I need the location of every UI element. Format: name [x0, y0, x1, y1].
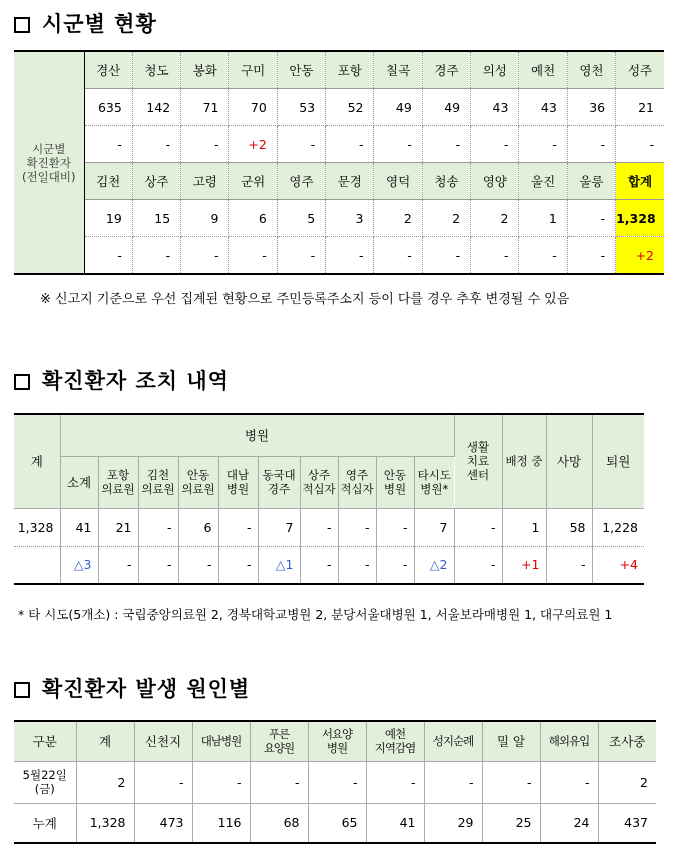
- cause-cell: 65: [308, 803, 366, 843]
- region-header: 경산: [84, 51, 132, 89]
- region-header: 영주: [277, 163, 325, 200]
- header-cause: 성지순례: [424, 721, 482, 761]
- header-cause: 해외유입: [540, 721, 598, 761]
- count-cell: 7: [414, 508, 454, 546]
- region-change: -: [471, 126, 519, 163]
- region-change: -: [132, 126, 180, 163]
- cause-cell: -: [424, 761, 482, 803]
- header-total: 계: [76, 721, 134, 761]
- header-category: 구분: [14, 721, 76, 761]
- region-count: 49: [422, 89, 470, 126]
- header-hospital: 포항 의료원: [98, 456, 138, 508]
- region-count: 36: [567, 89, 615, 126]
- header-cause: 예천 지역감염: [366, 721, 424, 761]
- region-count: -: [567, 200, 615, 237]
- count-cell: -: [454, 508, 502, 546]
- cause-cell: -: [308, 761, 366, 803]
- count-cell: 21: [98, 508, 138, 546]
- row-label-cumulative: 누계: [14, 803, 76, 843]
- region-header: 구미: [229, 51, 277, 89]
- header-cause: 밀 알: [482, 721, 540, 761]
- header-cause: 대남병원: [192, 721, 250, 761]
- region-header: 청도: [132, 51, 180, 89]
- region-change: -: [519, 126, 567, 163]
- section2-note: * 타 시도(5개소) : 국립중앙의료원 2, 경북대학교병원 2, 분당서울대병원 1, 서울보라매병원 1, 대구의료원 1: [18, 607, 613, 622]
- region-change: -: [181, 126, 229, 163]
- count-cell: -: [300, 508, 338, 546]
- region-change: -: [181, 237, 229, 275]
- header-assigning: 배정 중: [502, 414, 546, 508]
- count-cell: 6: [178, 508, 218, 546]
- change-cell: -: [376, 546, 414, 584]
- region-count: 43: [471, 89, 519, 126]
- region-change: -: [84, 237, 132, 275]
- region-header: 김천: [84, 163, 132, 200]
- change-cell: -: [546, 546, 592, 584]
- region-change: -: [374, 237, 422, 275]
- section2-title: 확진환자 조치 내역: [14, 365, 229, 395]
- region-header: 성주: [616, 51, 664, 89]
- cause-cell: -: [250, 761, 308, 803]
- region-change: -: [519, 237, 567, 275]
- region-count: 635: [84, 89, 132, 126]
- region-header: 안동: [277, 51, 325, 89]
- region-count: 70: [229, 89, 277, 126]
- change-cell: -: [98, 546, 138, 584]
- change-cell: -: [454, 546, 502, 584]
- region-change: -: [422, 126, 470, 163]
- cause-cell: 41: [366, 803, 424, 843]
- region-header: 문경: [326, 163, 374, 200]
- region-count: 9: [181, 200, 229, 237]
- cause-cell: 116: [192, 803, 250, 843]
- header-subtotal: 소계: [60, 456, 98, 508]
- change-cell: +1: [502, 546, 546, 584]
- change-cell: -: [300, 546, 338, 584]
- region-change: -: [471, 237, 519, 275]
- section3-title: 확진환자 발생 원인별: [14, 673, 250, 703]
- header-hospital-group: 병원: [60, 414, 454, 456]
- change-cell: [14, 546, 60, 584]
- total-change: +2: [616, 237, 664, 275]
- region-change: -: [567, 126, 615, 163]
- region-count: 1: [519, 200, 567, 237]
- checkbox-square-icon: [14, 17, 30, 33]
- region-header: 의성: [471, 51, 519, 89]
- region-header: 영덕: [374, 163, 422, 200]
- header-death: 사망: [546, 414, 592, 508]
- cause-cell: -: [482, 761, 540, 803]
- count-cell: -: [338, 508, 376, 546]
- change-cell: △2: [414, 546, 454, 584]
- change-cell: -: [338, 546, 376, 584]
- cause-cell: -: [540, 761, 598, 803]
- region-count: 15: [132, 200, 180, 237]
- region-count: 2: [422, 200, 470, 237]
- region-count: 6: [229, 200, 277, 237]
- region-header: 상주: [132, 163, 180, 200]
- region-count: 21: [616, 89, 664, 126]
- region-header: 영양: [471, 163, 519, 200]
- region-header: 칠곡: [374, 51, 422, 89]
- change-cell: △3: [60, 546, 98, 584]
- header-cause: 푸른 요양원: [250, 721, 308, 761]
- total-header: 합계: [616, 163, 664, 200]
- section1-note: ※ 신고지 기준으로 우선 집계된 현황으로 주민등록주소지 등이 다를 경우 추후 변경될 수 있음: [40, 292, 570, 307]
- region-count: 49: [374, 89, 422, 126]
- checkbox-square-icon: [14, 374, 30, 390]
- cause-table: [14, 720, 656, 844]
- header-hospital: 영주 적십자: [338, 456, 376, 508]
- total-count: 1,328: [616, 200, 664, 237]
- region-status-table: [14, 50, 664, 275]
- header-total: 계: [14, 414, 60, 508]
- cause-cell: 2: [76, 761, 134, 803]
- header-cause: 조사중: [598, 721, 656, 761]
- count-cell: 1,328: [14, 508, 60, 546]
- region-count: 2: [374, 200, 422, 237]
- header-hospital: 상주 적십자: [300, 456, 338, 508]
- region-change: -: [326, 237, 374, 275]
- count-cell: 1: [502, 508, 546, 546]
- region-change: -: [229, 237, 277, 275]
- region-count: 2: [471, 200, 519, 237]
- change-cell: △1: [258, 546, 300, 584]
- change-cell: +4: [592, 546, 644, 584]
- header-hospital: 타시도 병원*: [414, 456, 454, 508]
- count-cell: 58: [546, 508, 592, 546]
- change-cell: -: [218, 546, 258, 584]
- region-change: -: [84, 126, 132, 163]
- region-count: 52: [326, 89, 374, 126]
- region-change: -: [277, 237, 325, 275]
- region-header: 고령: [181, 163, 229, 200]
- header-hospital: 대남 병원: [218, 456, 258, 508]
- cause-cell: 24: [540, 803, 598, 843]
- header-cause: 서요양 병원: [308, 721, 366, 761]
- header-hospital: 안동 의료원: [178, 456, 218, 508]
- cause-cell: -: [192, 761, 250, 803]
- region-count: 3: [326, 200, 374, 237]
- count-cell: -: [376, 508, 414, 546]
- cause-cell: -: [134, 761, 192, 803]
- cause-cell: 473: [134, 803, 192, 843]
- header-hospital: 동국대 경주: [258, 456, 300, 508]
- section1-title: 시군별 현황: [14, 8, 157, 38]
- cause-cell: 437: [598, 803, 656, 843]
- region-header: 예천: [519, 51, 567, 89]
- region-header: 군위: [229, 163, 277, 200]
- region-change: -: [132, 237, 180, 275]
- count-cell: -: [138, 508, 178, 546]
- cause-cell: 2: [598, 761, 656, 803]
- region-header: 영천: [567, 51, 615, 89]
- cause-cell: 1,328: [76, 803, 134, 843]
- region-change: -: [616, 126, 664, 163]
- row-label-date: 5월22일 (금): [14, 761, 76, 803]
- region-count: 43: [519, 89, 567, 126]
- header-hospital: 김천 의료원: [138, 456, 178, 508]
- row-label: 시군별 확진환자 (전일대비): [14, 51, 84, 274]
- region-header: 청송: [422, 163, 470, 200]
- region-header: 포항: [326, 51, 374, 89]
- region-count: 19: [84, 200, 132, 237]
- region-change: -: [277, 126, 325, 163]
- count-cell: 1,228: [592, 508, 644, 546]
- cause-cell: -: [366, 761, 424, 803]
- region-change: -: [374, 126, 422, 163]
- cause-cell: 68: [250, 803, 308, 843]
- cause-cell: 29: [424, 803, 482, 843]
- region-count: 5: [277, 200, 325, 237]
- region-count: 142: [132, 89, 180, 126]
- checkbox-square-icon: [14, 682, 30, 698]
- region-change: -: [567, 237, 615, 275]
- region-change: -: [326, 126, 374, 163]
- change-cell: -: [178, 546, 218, 584]
- cause-cell: 25: [482, 803, 540, 843]
- region-header: 울릉: [567, 163, 615, 200]
- header-cause: 신천지: [134, 721, 192, 761]
- region-header: 경주: [422, 51, 470, 89]
- count-cell: 41: [60, 508, 98, 546]
- region-count: 53: [277, 89, 325, 126]
- count-cell: -: [218, 508, 258, 546]
- patient-measures-table: [14, 413, 644, 585]
- region-count: 71: [181, 89, 229, 126]
- header-hospital: 안동 병원: [376, 456, 414, 508]
- count-cell: 7: [258, 508, 300, 546]
- header-life-center: 생활 치료 센터: [454, 414, 502, 508]
- change-cell: -: [138, 546, 178, 584]
- region-header: 봉화: [181, 51, 229, 89]
- header-discharged: 퇴원: [592, 414, 644, 508]
- region-change: -: [422, 237, 470, 275]
- region-header: 울진: [519, 163, 567, 200]
- region-change: +2: [229, 126, 277, 163]
